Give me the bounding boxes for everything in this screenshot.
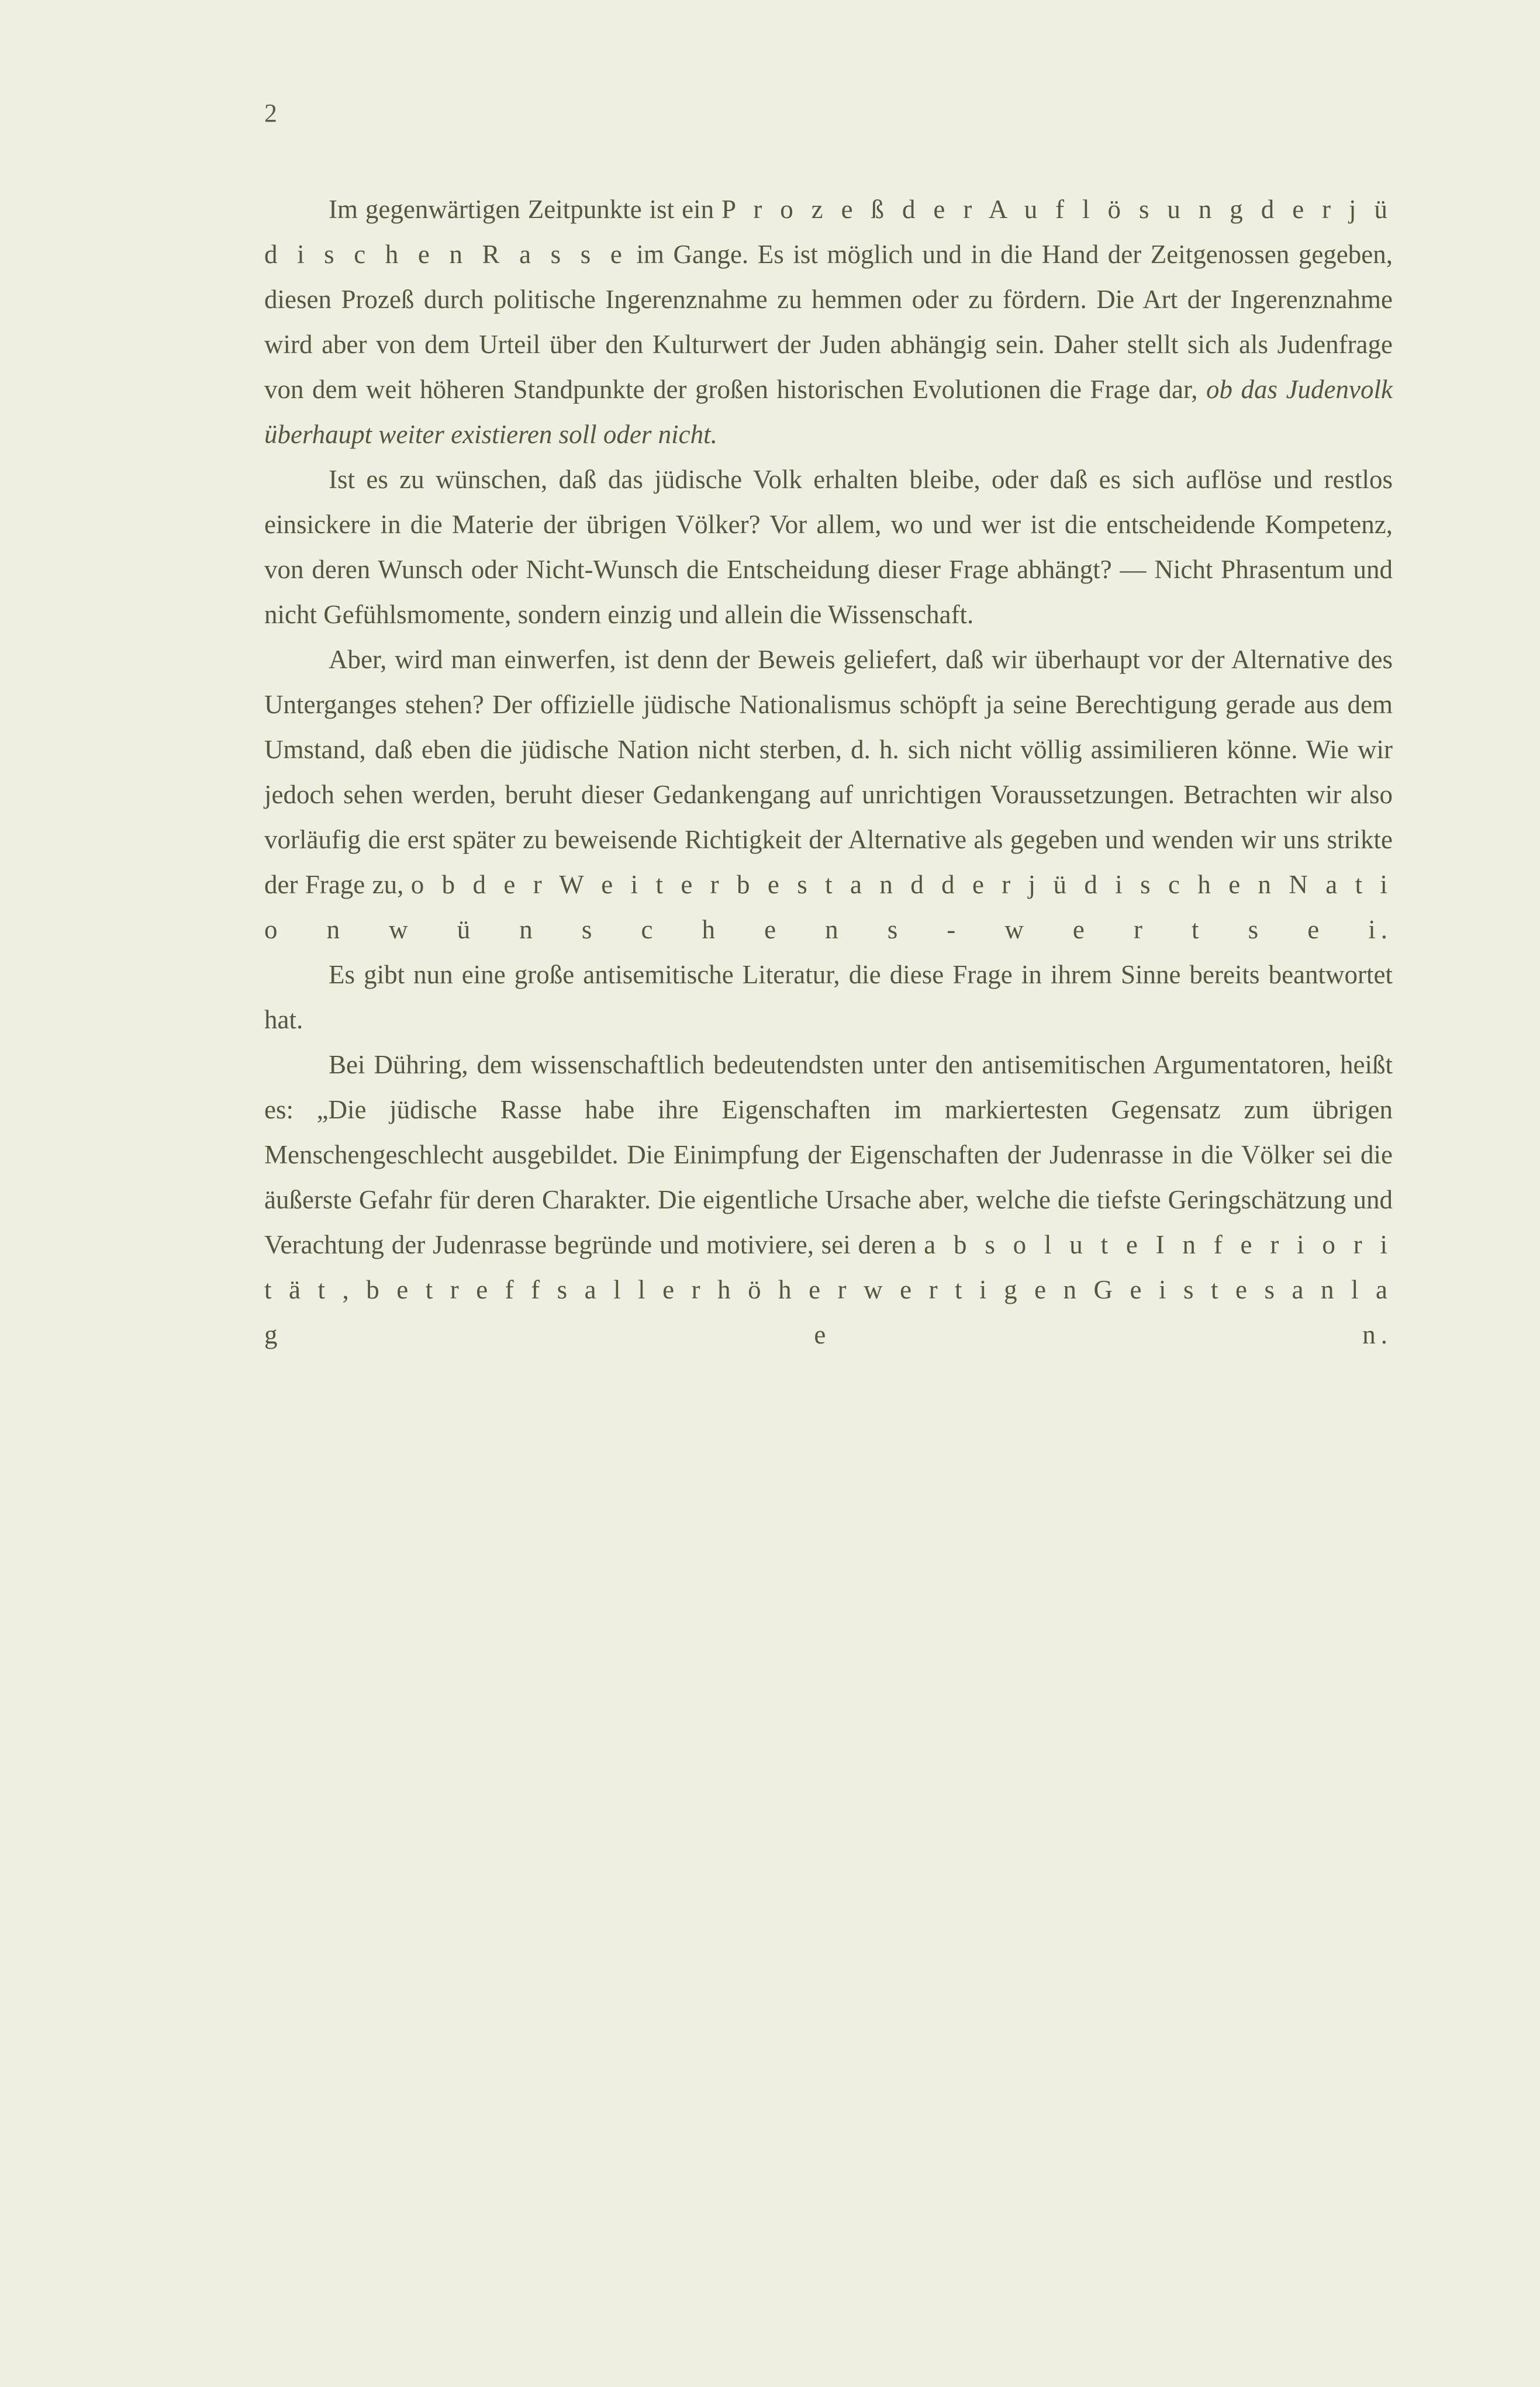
body-text bbox=[264, 187, 1393, 1357]
paragraph-1 bbox=[264, 187, 1393, 457]
p1-seg-4-italic: ob das Judenvolk überhaupt weiter existieren soll oder nicht. bbox=[264, 375, 1393, 449]
p1-seg-2-spaced: P r o z e ß d e r A u f l ö s u n g d e r j ü d i s c h e n R a s s e bbox=[264, 195, 1393, 269]
p5-seg-1: Bei Dühring, dem wissenschaftlich bedeutendsten unter den antisemitischen Argumentatoren, heißt es: „Die jüdische Rasse habe ihre Eigenschaften im markiertesten Gegensatz zum übrigen Menschengeschlecht ausgebildet. Die Einimpfung der Eigenschaften der Judenrasse in die Völker sei die äußerste Gefahr für deren Charakter. Die eigentliche Ursache aber, welche die tiefste Geringschätzung und Verachtung der Judenrasse begründe und motiviere, sei deren bbox=[264, 1050, 1393, 1259]
p4-seg-1: Es gibt nun eine große antisemitische Literatur, die diese Frage in ihrem Sinne bereits beantwortet hat. bbox=[264, 960, 1393, 1034]
paragraph-5 bbox=[264, 1042, 1393, 1357]
p3-seg-1: Aber, wird man einwerfen, ist denn der Beweis geliefert, daß wir überhaupt vor der Alternative des Unterganges stehen? Der offizielle jüdische Nationalismus schöpft ja seine Berechtigung gerade aus dem Umstand, daß eben die jüdische Nation nicht sterben, d. h. sich nicht völlig assimilieren könne. Wie wir jedoch sehen werden, beruht dieser Gedankengang auf unrichtigen Voraussetzungen. Betrachten wir also vorläufig die erst später zu beweisende Richtigkeit der Alternative als gegeben und wenden wir uns strikte der Frage zu, bbox=[264, 645, 1393, 899]
p3-seg-2-spaced: o b d e r W e i t e r b e s t a n d d e r j ü d i s c h e n N a t i o n w ü n s c h e n s - w e r t s e i. bbox=[264, 870, 1393, 944]
page-number: 2 bbox=[264, 99, 278, 127]
p1-seg-1: Im gegenwärtigen Zeitpunkte ist ein bbox=[329, 195, 722, 224]
p1-seg-3: im Gange. Es ist möglich und in die Hand der Zeitgenossen gegeben, diesen Prozeß durch politische Ingerenznahme zu hemmen oder zu fördern. Die Art der Ingerenznahme wird aber von dem Urteil über den Kulturwert der Juden abhängig sein. Daher stellt sich als Judenfrage von dem weit höheren Standpunkte der großen historischen Evolutionen die Frage dar, bbox=[264, 240, 1393, 404]
paragraph-2 bbox=[264, 457, 1393, 637]
paragraph-3 bbox=[264, 637, 1393, 952]
p5-seg-2-spaced: a b s o l u t e I n f e r i o r i t ä t , b e t r e f f s a l l e r h ö h e r w e r t i g e n G e i s t e s a n l a g e n. bbox=[264, 1230, 1393, 1349]
p2-seg-1: Ist es zu wünschen, daß das jüdische Volk erhalten bleibe, oder daß es sich auflöse und restlos einsickere in die Materie der übrigen Völker? Vor allem, wo und wer ist die entscheidende Kompetenz, von deren Wunsch oder Nicht-Wunsch die Entscheidung dieser Frage abhängt? — Nicht Phrasentum und nicht Gefühlsmomente, sondern einzig und allein die Wissenschaft. bbox=[264, 465, 1393, 629]
paragraph-4 bbox=[264, 952, 1393, 1042]
